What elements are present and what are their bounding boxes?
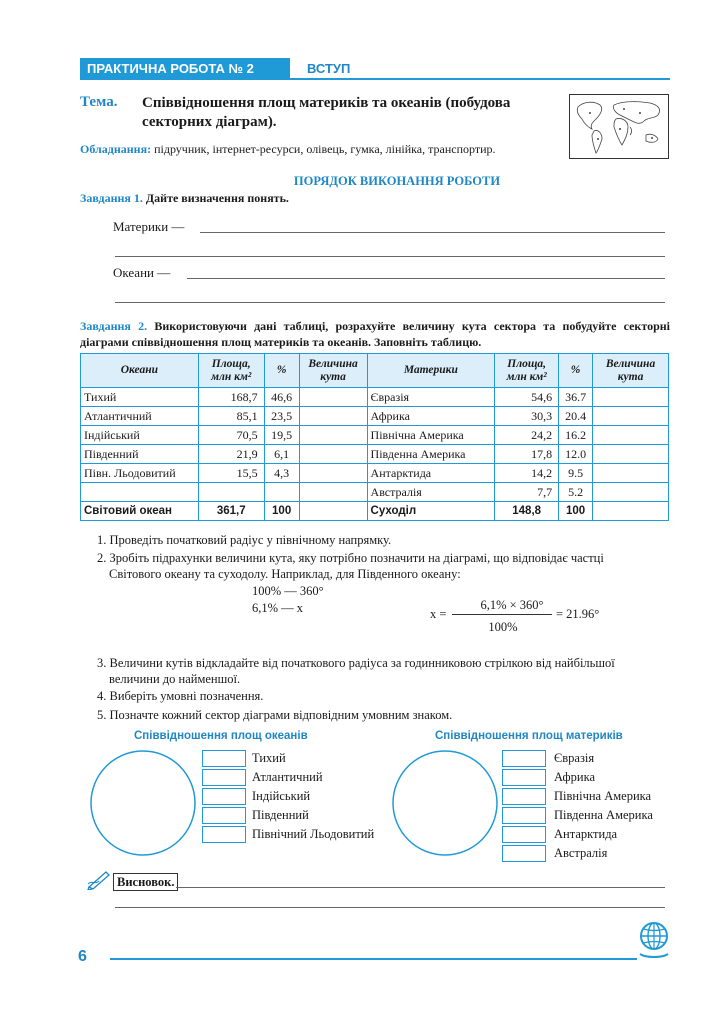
header-divider: [80, 78, 670, 80]
ocean-total-label: Світовий океан: [81, 502, 199, 521]
oceans-label: Океани —: [113, 265, 171, 280]
legend-label: Атлантичний: [252, 770, 323, 784]
continent-percent: 12.0: [559, 445, 593, 464]
oceans-answer-line-2[interactable]: [115, 302, 665, 303]
table-total-row: [81, 502, 669, 521]
continents-label: Материки —: [113, 219, 185, 234]
continent-area: 17,8: [495, 445, 559, 464]
ocean-total-percent: 100: [264, 502, 299, 521]
continents-pie-circle[interactable]: [390, 748, 500, 858]
ocean-total-area: 361,7: [198, 502, 264, 521]
order-title: ПОРЯДОК ВИКОНАННЯ РОБОТИ: [293, 174, 501, 188]
header-continent-area: Площа, млн км²: [495, 354, 559, 388]
legend-label: Південний: [252, 808, 309, 822]
continent-percent: 16.2: [559, 426, 593, 445]
x-equals: x =: [430, 607, 447, 621]
topic-text: Співвідношення площ материків та океанів (побудова секторних діаграм).: [142, 95, 511, 130]
legend-box[interactable]: [502, 826, 546, 843]
legend-box[interactable]: [202, 769, 246, 786]
legend-label: Північна Америка: [554, 789, 652, 803]
header-continent-percent: %: [559, 354, 593, 388]
ocean-percent: 46,6: [264, 388, 299, 407]
continents-chart-title: Співвідношення площ материків: [435, 730, 623, 742]
area-table: [80, 353, 669, 521]
continent-angle-cell[interactable]: [593, 464, 669, 483]
legend-label: Тихий: [252, 751, 286, 765]
step-1: 1. Проведіть початковий радіус у північному напрямку.: [97, 533, 392, 547]
continent-area: 7,7: [495, 483, 559, 502]
step-3: [97, 655, 670, 687]
continent-percent: 36.7: [559, 388, 593, 407]
task2-heading: [80, 318, 670, 350]
legend-label: Африка: [554, 770, 596, 784]
header-oceans: Океани: [81, 354, 199, 388]
table-row: [81, 426, 669, 445]
continent-area: 30,3: [495, 407, 559, 426]
ocean-name: Індійський: [81, 426, 199, 445]
task2-text: Використовуючи дані таблиці, розрахуйте величину кута сектора та побудуйте секторні діаграми співвідношення площ материків та океанів. Заповніть таблицю.: [80, 319, 670, 349]
step-4: 4. Виберіть умовні позначення.: [97, 689, 264, 703]
proportion-line-2: 6,1% — x: [252, 601, 304, 615]
ocean-area: 21,9: [198, 445, 264, 464]
legend-label: Євразія: [554, 751, 595, 765]
oceans-answer-line[interactable]: [187, 278, 665, 279]
ocean-angle-cell[interactable]: [299, 445, 367, 464]
header-ocean-angle: Величина кута: [299, 354, 367, 388]
ocean-name: Півн. Льодовитий: [81, 464, 199, 483]
ocean-angle-cell[interactable]: [299, 388, 367, 407]
continent-name: Євразія: [367, 388, 495, 407]
continent-angle-cell[interactable]: [593, 483, 669, 502]
continent-name: Антарктида: [367, 464, 495, 483]
continent-angle-cell[interactable]: [593, 407, 669, 426]
land-total-label: Суходіл: [367, 502, 495, 521]
legend-box[interactable]: [202, 788, 246, 805]
globe-icon: [636, 920, 672, 960]
ocean-percent: 4,3: [264, 464, 299, 483]
ocean-percent: [264, 483, 299, 502]
fraction-denominator: 100%: [488, 620, 518, 634]
fraction-bar: [452, 614, 552, 615]
continent-angle-cell[interactable]: [593, 445, 669, 464]
ocean-name: Тихий: [81, 388, 199, 407]
continents-answer-line-2[interactable]: [115, 256, 665, 257]
land-total-percent: 100: [559, 502, 593, 521]
ocean-total-angle-cell[interactable]: [299, 502, 367, 521]
table-row: [81, 445, 669, 464]
header-continent-angle: Величина кута: [593, 354, 669, 388]
table-row: [81, 388, 669, 407]
continents-answer-line[interactable]: [200, 232, 665, 233]
step-3-line-2: величини до найменшої.: [109, 672, 241, 686]
ocean-name: [81, 483, 199, 502]
ocean-percent: 6,1: [264, 445, 299, 464]
legend-box[interactable]: [202, 807, 246, 824]
legend-box[interactable]: [502, 769, 546, 786]
step-2-line-2: Світового океану та суходолу. Наприклад, для Південного океану:: [109, 567, 461, 581]
legend-box[interactable]: [202, 826, 246, 843]
ocean-area: [198, 483, 264, 502]
conclusion-label: Висновок.: [113, 873, 178, 891]
continent-angle-cell[interactable]: [593, 426, 669, 445]
ocean-angle-cell[interactable]: [299, 483, 367, 502]
header-continents: Материки: [367, 354, 495, 388]
step-5: 5. Позначте кожний сектор діаграми відповідним умовним знаком.: [97, 708, 453, 722]
conclusion-answer-line[interactable]: [176, 887, 665, 888]
section-title: ВСТУП: [307, 61, 351, 76]
ocean-percent: 23,5: [264, 407, 299, 426]
page-number: 6: [78, 948, 87, 965]
ocean-area: 85,1: [198, 407, 264, 426]
oceans-chart-title: Співвідношення площ океанів: [134, 730, 308, 742]
oceans-pie-circle[interactable]: [88, 748, 198, 858]
footer-divider: [110, 958, 637, 960]
continent-area: 54,6: [495, 388, 559, 407]
legend-box[interactable]: [502, 788, 546, 805]
task1-heading: [80, 191, 289, 206]
equipment: [80, 142, 496, 157]
equipment-text: підручник, інтернет-ресурси, олівець, гумка, лінійка, транспортир.: [151, 142, 496, 156]
legend-label: Північний Льодовитий: [252, 827, 375, 841]
legend-box[interactable]: [502, 750, 546, 767]
legend-box[interactable]: [202, 750, 246, 767]
land-total-area: 148,8: [495, 502, 559, 521]
ocean-percent: 19,5: [264, 426, 299, 445]
ocean-name: Атлантичний: [81, 407, 199, 426]
ocean-area: 15,5: [198, 464, 264, 483]
header-ocean-percent: %: [264, 354, 299, 388]
legend-box[interactable]: [502, 845, 546, 862]
continent-area: 24,2: [495, 426, 559, 445]
task1-text: Дайте визначення понять.: [142, 191, 289, 205]
legend-label: Австралія: [554, 846, 608, 860]
ocean-angle-cell[interactable]: [299, 464, 367, 483]
legend-box[interactable]: [502, 807, 546, 824]
ocean-name: Південний: [81, 445, 199, 464]
conclusion-answer-line-2[interactable]: [115, 907, 665, 908]
continent-name: Північна Америка: [367, 426, 495, 445]
table-row: [81, 407, 669, 426]
continent-name: Австралія: [367, 483, 495, 502]
legend-label: Антарктида: [554, 827, 618, 841]
calc-result: = 21.96°: [556, 607, 600, 621]
legend-label: Індійський: [252, 789, 311, 803]
task1-number: Завдання 1.: [80, 191, 143, 205]
ocean-area: 70,5: [198, 426, 264, 445]
table-row: [81, 483, 669, 502]
ocean-area: 168,7: [198, 388, 264, 407]
step-3-line-1: 3. Величини кутів відкладайте від початкового радіуса за годинниковою стрілкою від найбільшої: [97, 656, 615, 670]
continent-angle-cell[interactable]: [593, 388, 669, 407]
work-title: ПРАКТИЧНА РОБОТА № 2: [80, 58, 290, 79]
equipment-label: Обладнання:: [80, 142, 152, 156]
ocean-angle-cell[interactable]: [299, 407, 367, 426]
proportion-line-1: 100% — 360°: [252, 584, 324, 598]
continent-percent: 9.5: [559, 464, 593, 483]
pen-writing-icon: [86, 868, 112, 890]
land-total-angle-cell[interactable]: [593, 502, 669, 521]
continent-area: 14,2: [495, 464, 559, 483]
world-map-icon: [569, 94, 669, 159]
continent-percent: 20.4: [559, 407, 593, 426]
continent-percent: 5.2: [559, 483, 593, 502]
step-2-line-1: 2. Зробіть підрахунки величини кута, яку потрібно позначити на діаграмі, що відповідає частці: [97, 551, 604, 565]
topic-label: Тема.: [80, 94, 118, 110]
ocean-angle-cell[interactable]: [299, 426, 367, 445]
step-2: [97, 550, 670, 582]
table-row: [81, 464, 669, 483]
fraction-numerator: 6,1% × 360°: [480, 598, 544, 612]
task2-number: Завдання 2.: [80, 319, 148, 333]
continent-name: Африка: [367, 407, 495, 426]
continent-name: Південна Америка: [367, 445, 495, 464]
header-ocean-area: Площа, млн км²: [198, 354, 264, 388]
legend-label: Південна Америка: [554, 808, 653, 822]
